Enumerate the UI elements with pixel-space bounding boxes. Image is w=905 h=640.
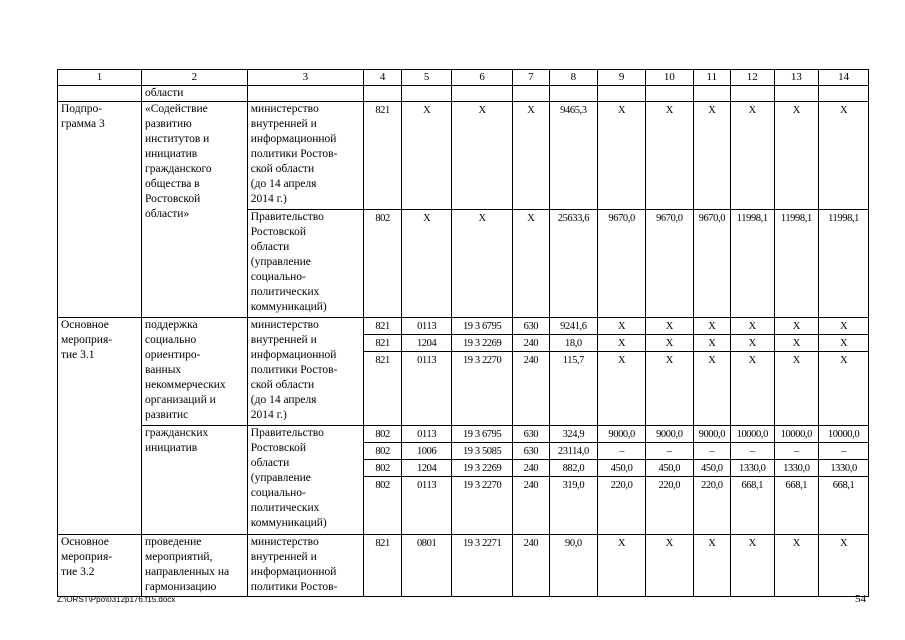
table-cell: X xyxy=(731,318,775,335)
column-header: 1 xyxy=(58,70,142,86)
table-cell: 9465,3 xyxy=(549,102,598,210)
table-cell: 668,1 xyxy=(819,477,869,535)
table-cell: X xyxy=(774,335,819,352)
empty-cell xyxy=(58,86,142,102)
empty-cell xyxy=(598,86,646,102)
table-cell: 9000,0 xyxy=(693,426,730,443)
table-cell: 450,0 xyxy=(598,460,646,477)
measure-row xyxy=(58,535,869,597)
column-header: 3 xyxy=(247,70,363,86)
empty-cell xyxy=(363,86,401,102)
table-cell: 802 xyxy=(363,210,401,318)
table-cell: 0113 xyxy=(402,318,452,335)
table-cell: 0113 xyxy=(402,426,452,443)
measure-label: Основное мероприя- тие 3.1 xyxy=(58,318,142,535)
table-cell: X xyxy=(452,210,513,318)
table-cell: 0113 xyxy=(402,477,452,535)
table-cell: X xyxy=(598,352,646,426)
column-header: 7 xyxy=(513,70,549,86)
table-cell: 11998,1 xyxy=(774,210,819,318)
table-cell: 821 xyxy=(363,335,401,352)
executor-government: Правительство Ростовской области (управление социально- политических коммуникаций) xyxy=(247,426,363,535)
table-cell: – xyxy=(819,443,869,460)
table-cell: X xyxy=(731,335,775,352)
table-cell: 220,0 xyxy=(598,477,646,535)
table-cell: 319,0 xyxy=(549,477,598,535)
table-cell: 9670,0 xyxy=(598,210,646,318)
table-cell: 19 3 2270 xyxy=(452,477,513,535)
column-header: 8 xyxy=(549,70,598,86)
table-cell: 882,0 xyxy=(549,460,598,477)
table-cell: X xyxy=(774,352,819,426)
table-cell: 1330,0 xyxy=(774,460,819,477)
measure-name: поддержка социально ориентиро- ванных некоммерческих организаций и развитис xyxy=(142,318,248,426)
table-cell: 802 xyxy=(363,443,401,460)
column-header: 12 xyxy=(731,70,775,86)
table-cell: X xyxy=(731,535,775,597)
table-cell: 802 xyxy=(363,426,401,443)
table-cell: X xyxy=(693,535,730,597)
column-header: 14 xyxy=(819,70,869,86)
program-name: «Содействие развитию институтов и инициатив гражданского общества в Ростовской области» xyxy=(142,102,248,318)
table-cell: 11998,1 xyxy=(819,210,869,318)
column-header: 6 xyxy=(452,70,513,86)
table-cell: 630 xyxy=(513,318,549,335)
table-cell: 324,9 xyxy=(549,426,598,443)
table-cell: X xyxy=(645,535,693,597)
column-header: 13 xyxy=(774,70,819,86)
table-cell: 10000,0 xyxy=(774,426,819,443)
measure-row xyxy=(58,426,869,443)
table-cell: X xyxy=(402,210,452,318)
table-cell: X xyxy=(402,102,452,210)
table-cell: X xyxy=(645,318,693,335)
table-cell: – xyxy=(598,443,646,460)
table-cell: 9670,0 xyxy=(693,210,730,318)
table-cell: 9000,0 xyxy=(645,426,693,443)
table-cell: 10000,0 xyxy=(819,426,869,443)
table-cell: X xyxy=(693,318,730,335)
table-cell: 19 3 2269 xyxy=(452,335,513,352)
table-cell: – xyxy=(645,443,693,460)
table-cell: 25633,6 xyxy=(549,210,598,318)
program-name-continuation: области xyxy=(142,86,248,102)
table-cell: X xyxy=(513,102,549,210)
table-cell: 11998,1 xyxy=(731,210,775,318)
table-cell: X xyxy=(452,102,513,210)
table-cell: 9000,0 xyxy=(598,426,646,443)
table-cell: X xyxy=(819,335,869,352)
table-cell: 630 xyxy=(513,426,549,443)
table-cell: 19 3 2271 xyxy=(452,535,513,597)
table-cell: X xyxy=(598,102,646,210)
empty-cell xyxy=(247,86,363,102)
table-cell: 18,0 xyxy=(549,335,598,352)
table-cell: – xyxy=(693,443,730,460)
table-cell: X xyxy=(819,535,869,597)
table-cell: 19 3 5085 xyxy=(452,443,513,460)
measure-name: проведение мероприятий, направленных на гармонизацию xyxy=(142,535,248,597)
table-cell: 1006 xyxy=(402,443,452,460)
table-cell: 450,0 xyxy=(645,460,693,477)
table-cell: X xyxy=(819,318,869,335)
table-cell: X xyxy=(693,335,730,352)
table-cell: 821 xyxy=(363,352,401,426)
table-cell: 19 3 2270 xyxy=(452,352,513,426)
measure-row xyxy=(58,318,869,335)
table-cell: 821 xyxy=(363,318,401,335)
table-cell: X xyxy=(819,352,869,426)
table-cell: 1330,0 xyxy=(731,460,775,477)
table-cell: X xyxy=(645,352,693,426)
table-cell: – xyxy=(731,443,775,460)
continuation-row xyxy=(58,86,869,102)
table-cell: 19 3 6795 xyxy=(452,318,513,335)
table-cell: 1204 xyxy=(402,335,452,352)
empty-cell xyxy=(549,86,598,102)
table-cell: X xyxy=(598,318,646,335)
table-cell: X xyxy=(693,352,730,426)
empty-cell xyxy=(513,86,549,102)
table-cell: 115,7 xyxy=(549,352,598,426)
header-row xyxy=(58,70,869,86)
table-cell: 240 xyxy=(513,477,549,535)
table-cell: 9670,0 xyxy=(645,210,693,318)
executor-ministry: министерство внутренней и информационной политики Ростов- ской области (до 14 апреля 2014 г.) xyxy=(247,102,363,210)
table-cell: 802 xyxy=(363,477,401,535)
table-cell: X xyxy=(598,535,646,597)
table-cell: X xyxy=(731,102,775,210)
empty-cell xyxy=(645,86,693,102)
column-header: 2 xyxy=(142,70,248,86)
table-cell: 10000,0 xyxy=(731,426,775,443)
table-cell: 240 xyxy=(513,335,549,352)
table-cell: 19 3 6795 xyxy=(452,426,513,443)
table-cell: 821 xyxy=(363,535,401,597)
table-cell: X xyxy=(774,535,819,597)
table-cell: X xyxy=(819,102,869,210)
table-cell: X xyxy=(513,210,549,318)
table-cell: 9241,6 xyxy=(549,318,598,335)
table-cell: X xyxy=(774,318,819,335)
column-header: 10 xyxy=(645,70,693,86)
table-cell: 1204 xyxy=(402,460,452,477)
column-header: 9 xyxy=(598,70,646,86)
table-cell: X xyxy=(693,102,730,210)
table-cell: 23114,0 xyxy=(549,443,598,460)
subprogram-row xyxy=(58,102,869,210)
table-cell: 0801 xyxy=(402,535,452,597)
empty-cell xyxy=(452,86,513,102)
measure-label: Основное мероприя- тие 3.2 xyxy=(58,535,142,597)
table-cell: X xyxy=(731,352,775,426)
table-cell: 630 xyxy=(513,443,549,460)
page-number: 54 xyxy=(855,593,866,605)
executor-government: Правительство Ростовской области (управление социально- политических коммуникаций) xyxy=(247,210,363,318)
empty-cell xyxy=(774,86,819,102)
table-cell: 240 xyxy=(513,352,549,426)
column-header: 5 xyxy=(402,70,452,86)
empty-cell xyxy=(693,86,730,102)
file-path: Z:\ORST\Ppo\0312p176.f15.docx xyxy=(57,595,176,604)
column-header: 4 xyxy=(363,70,401,86)
table-cell: 90,0 xyxy=(549,535,598,597)
table-cell: 240 xyxy=(513,460,549,477)
empty-cell xyxy=(731,86,775,102)
measure-name-continuation: гражданских инициатив xyxy=(142,426,248,535)
table-cell: 1330,0 xyxy=(819,460,869,477)
table-cell: X xyxy=(598,335,646,352)
table-cell: 668,1 xyxy=(731,477,775,535)
executor-ministry: министерство внутренней и информационной политики Ростов- ской области (до 14 апреля 2014 г.) xyxy=(247,318,363,426)
program-label: Подпро- грамма 3 xyxy=(58,102,142,318)
table-cell: 240 xyxy=(513,535,549,597)
empty-cell xyxy=(402,86,452,102)
table-cell: X xyxy=(645,335,693,352)
table-cell: 450,0 xyxy=(693,460,730,477)
table-cell: X xyxy=(645,102,693,210)
column-header: 11 xyxy=(693,70,730,86)
table-cell: 821 xyxy=(363,102,401,210)
table-cell: X xyxy=(774,102,819,210)
empty-cell xyxy=(819,86,869,102)
table-cell: 220,0 xyxy=(693,477,730,535)
table-cell: – xyxy=(774,443,819,460)
budget-table xyxy=(57,69,869,597)
table-cell: 220,0 xyxy=(645,477,693,535)
table-cell: 802 xyxy=(363,460,401,477)
table-cell: 19 3 2269 xyxy=(452,460,513,477)
table-cell: 668,1 xyxy=(774,477,819,535)
executor-ministry: министерство внутренней и информационной политики Ростов- xyxy=(247,535,363,597)
table-cell: 0113 xyxy=(402,352,452,426)
